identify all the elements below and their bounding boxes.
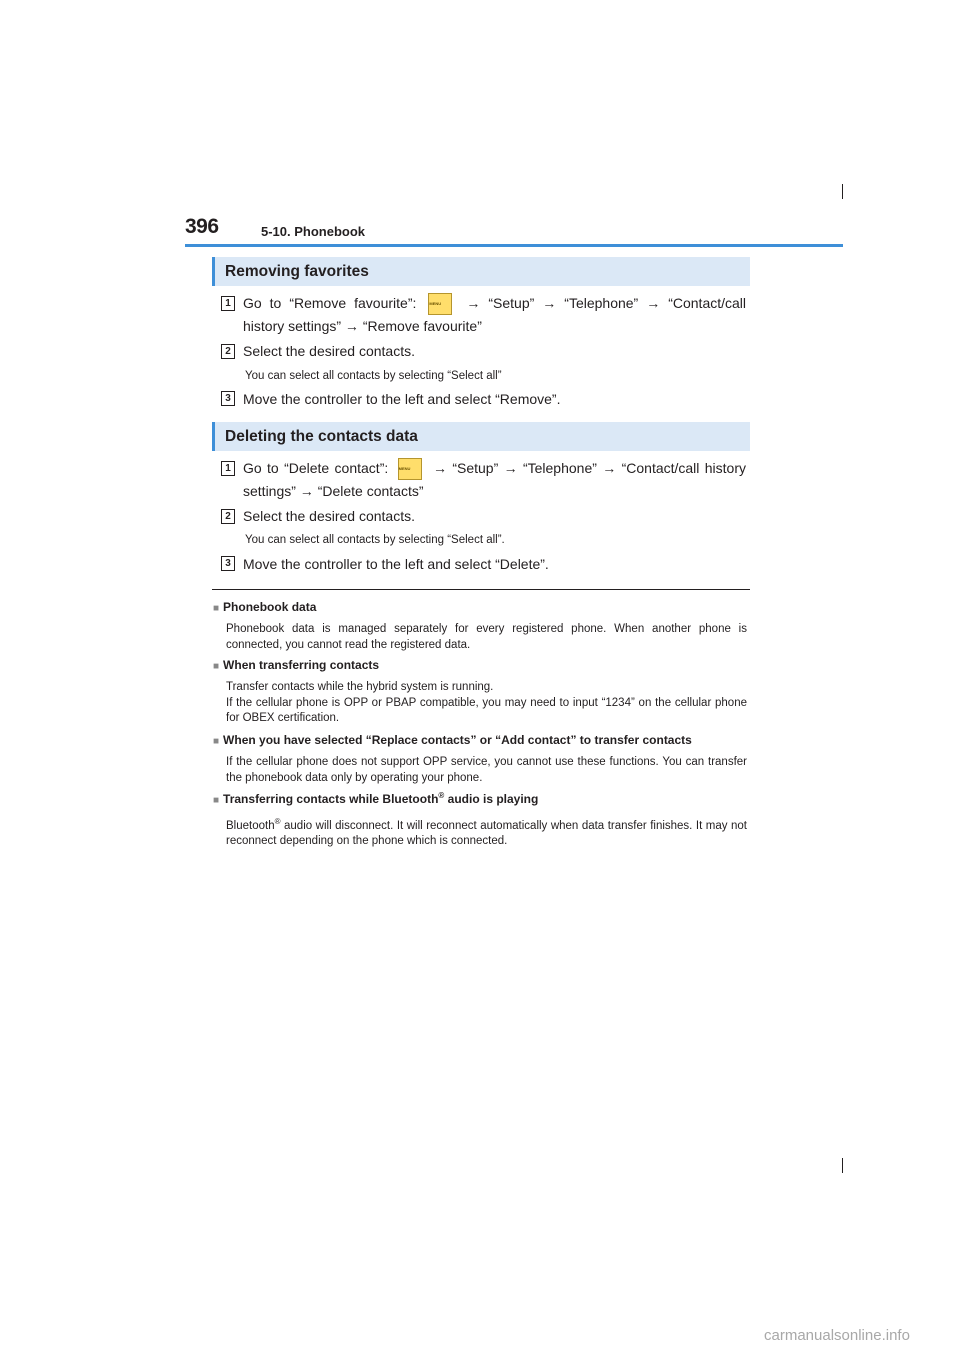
step-number-2: 2 <box>221 344 235 359</box>
info-body: Bluetooth® audio will disconnect. It will reconnect automatically when data transfer finishes. It may not reconnect depending on the phone which is connected. <box>226 817 747 848</box>
info-title: ■ When you have selected “Replace contacts” or “Add contact” to transfer contacts <box>213 733 692 747</box>
step-number-2: 2 <box>221 509 235 524</box>
square-bullet-icon: ■ <box>213 603 220 614</box>
info-body: Transfer contacts while the hybrid system is running. If the cellular phone is OPP or PBAP compatible, you may need to input “1234” on the cellular phone for OBEX certification. <box>226 681 747 724</box>
delete-step-1 <box>243 457 746 502</box>
square-bullet-icon: ■ <box>213 795 220 806</box>
delete-step-1-path: → “Setup” → “Telephone” → “Contact/call history settings” → “Delete contacts” <box>243 460 746 500</box>
info-replace-add-contacts <box>213 732 747 786</box>
info-transferring-contacts <box>213 657 747 727</box>
remove-step-2-note: You can select all contacts by selecting “Select all” <box>245 370 502 382</box>
step-number-3: 3 <box>221 391 235 406</box>
removing-favorites-heading: Removing favorites <box>212 257 750 286</box>
delete-step-2: Select the desired contacts. <box>243 508 415 524</box>
step-number-1: 1 <box>221 296 235 311</box>
delete-step-3: Move the controller to the left and select “Delete”. <box>243 556 549 572</box>
crop-mark-top <box>842 184 843 199</box>
watermark: carmanualsonline.info <box>764 1327 910 1344</box>
square-bullet-icon: ■ <box>213 661 220 672</box>
section-divider <box>212 589 750 590</box>
crop-mark-bottom <box>842 1158 843 1173</box>
square-bullet-icon: ■ <box>213 736 220 747</box>
info-title: ■ Transferring contacts while Bluetooth® audio is playing <box>213 791 539 806</box>
delete-step-1-text: Go to “Delete contact”: <box>243 460 389 476</box>
remove-step-1-path: → “Setup” → “Telephone” → “Contact/call history settings” → “Remove favourite” <box>243 295 747 335</box>
remove-step-2: Select the desired contacts. <box>243 343 415 359</box>
header-rule <box>185 244 843 247</box>
info-title: ■ Phonebook data <box>213 600 317 614</box>
page-number: 396 <box>185 215 219 238</box>
info-body: If the cellular phone does not support OPP service, you cannot use these functions. You can transfer the phonebook data only by operating your phone. <box>226 756 747 784</box>
menu-button-icon: MENU <box>428 293 452 315</box>
step-number-3: 3 <box>221 556 235 571</box>
remove-step-3: Move the controller to the left and select “Remove”. <box>243 391 561 407</box>
menu-button-icon: MENU <box>398 458 422 480</box>
section-title: 5-10. Phonebook <box>261 224 366 239</box>
info-phonebook-data <box>213 599 747 653</box>
info-bluetooth-audio <box>213 788 747 850</box>
info-body: Phonebook data is managed separately for every registered phone. When another phone is connected, you cannot read the registered data. <box>226 623 747 651</box>
remove-step-1-text: Go to “Remove favourite”: <box>243 295 417 311</box>
step-number-1: 1 <box>221 461 235 476</box>
delete-step-2-note: You can select all contacts by selecting “Select all”. <box>245 534 505 546</box>
info-title: ■ When transferring contacts <box>213 658 380 672</box>
deleting-contacts-heading: Deleting the contacts data <box>212 422 750 451</box>
remove-step-1 <box>243 292 746 337</box>
